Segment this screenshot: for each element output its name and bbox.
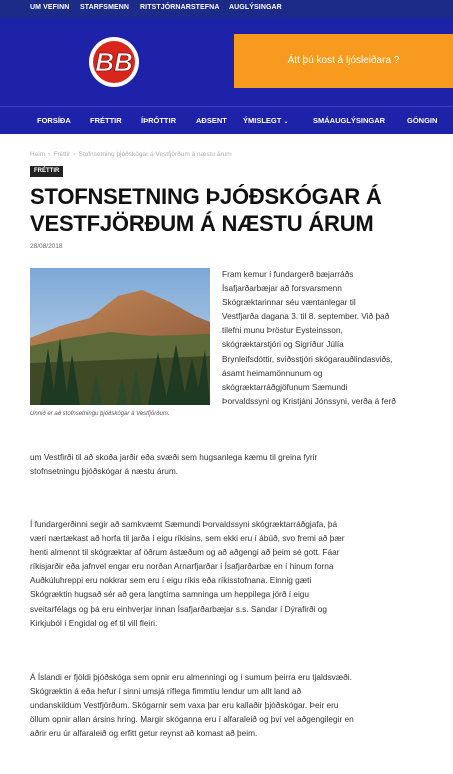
banner-text: Átt þú kost á ljósleiðara ? xyxy=(287,55,400,66)
breadcrumb-current: Stofnsetning þjóðskógar á Vestfjörðum á næstu árum xyxy=(78,151,232,158)
paragraph-line: Brynleifsdóttir, sviðsstjóri skógarauðlindasviðs, xyxy=(222,353,393,364)
breadcrumb-separator-icon: › xyxy=(73,151,76,158)
paragraph-line: ásamt heimamönnunum og xyxy=(222,367,323,378)
category-badge[interactable]: FRÉTTIR xyxy=(30,166,63,177)
article-paragraph-1-continued xyxy=(30,450,450,478)
paragraph-line: Kirkjuból í Engidal og ef til vill fleiri. xyxy=(30,617,158,628)
article-title-line: STOFNSETNING ÞJÓÐSKÓGAR Á xyxy=(30,184,382,209)
nav-item-tunnel[interactable]: GÖNGIN xyxy=(407,116,438,125)
paragraph-line: Skógræktin á eða hefur í sinni umsjá ríflega fimmtíu lendur um allt land að xyxy=(30,686,302,697)
paragraph-line: skógræktarstjóri og Sigríður Júlía xyxy=(222,339,344,350)
paragraph-line: sveitarfélags og þá eru einhverjar innan Ísafjarðarbæjar s.s. Sandar í Dýrafirði og xyxy=(30,603,327,614)
topbar-link-about[interactable]: UM VEFINN xyxy=(30,4,70,11)
paragraph-line: Ísafjarðarbæjar að forsvarsmenn xyxy=(222,283,342,294)
paragraph-line: um Vestfirði til að skoða jarðir eða svæði sem hugsanlega kæmu til greina fyrir xyxy=(30,452,318,462)
article-title-line: VESTFJÖRÐUM Á NÆSTU ÁRUM xyxy=(30,211,374,236)
topbar-link-staff[interactable]: STARFSMENN xyxy=(80,4,130,11)
breadcrumb-section[interactable]: Fréttir xyxy=(53,151,71,158)
nav-item-misc-label: ÝMISLEGT xyxy=(243,116,282,125)
topbar-link-ads[interactable]: AUGLÝSINGAR xyxy=(229,4,282,11)
paragraph-line: tilefni munu Þröstur Eysteinsson, xyxy=(222,325,343,336)
paragraph-line: skógræktarráðgjöfunum Sæmundi xyxy=(222,381,348,392)
site-header xyxy=(0,18,453,106)
nav-item-news[interactable]: FRÉTTIR xyxy=(90,116,122,125)
paragraph-line: henti almennt til skógræktar af öðrum ástæðum og að aðgengi að þeim sé gott. Fáar xyxy=(30,547,340,558)
paragraph-line: Skógræktin hugsað sér að gera langtíma samninga um heppilega jörð í eigu xyxy=(30,589,310,600)
paragraph-line: aðrir eru úr alfaraleið og erfitt getur reynst að komast að þeim. xyxy=(30,728,258,739)
breadcrumb-separator-icon: › xyxy=(48,151,51,158)
paragraph-line: Þorvaldssyni og Kristjáni Jónssyni, verða á ferð xyxy=(222,395,396,406)
paragraph-line: Vestfjarða dagana 3. til 8. september. Við það xyxy=(222,311,390,322)
paragraph-line: öllum opnir allan ársins hring. Margir skóganna eru í alfaraleið og því vel aðgengilegir en xyxy=(30,714,354,725)
paragraph-line: stofnsetningu þjóðskógar á næstu árum. xyxy=(30,466,179,477)
paragraph-line: Fram kemur í fundargerð bæjarráðs xyxy=(222,269,354,279)
bb-logo-icon[interactable] xyxy=(86,35,142,89)
paragraph-line: ríkisjarðir eða jafnvel engar eru norðan Arnarfjarðar í Ísafjarðarbæ en í hinum forna xyxy=(30,561,334,572)
nav-item-sports[interactable]: ÍÞRÓTTIR xyxy=(141,116,176,125)
article-date: 28/08/2018 xyxy=(30,243,63,250)
logo-text: BB xyxy=(95,47,133,77)
article-photo[interactable] xyxy=(30,268,210,405)
paragraph-line: Auðkúluhreppi eru nokkrar sem eru í eigu ríkis eða ríkisstofnana. Einnig gæti xyxy=(30,575,312,586)
main-navigation xyxy=(0,106,453,134)
top-utility-bar xyxy=(0,0,453,18)
breadcrumb-home[interactable]: Heim xyxy=(30,151,46,158)
paragraph-line: Í fundargerðinni segir að samkvæmt Sæmundi Þorvaldssyni skógræktarráðgjafa, þá xyxy=(30,519,338,529)
paragraph-line: Á Íslandi er fjöldi þjóðskóga sem opnir eru almenningi og í sumum þeirra eru tjaldsvæði. xyxy=(30,672,352,682)
paragraph-line: væri nærtækast að horfa til jarða í eigu ríkisins, sem ekki eru í ábúð, svo fremi að þær xyxy=(30,533,345,544)
paragraph-line: undanskildum Vestfjörðum. Skógarnir sem vaxa þar eru kallaðir þjóðskógar. Þeir eru xyxy=(30,700,339,711)
nav-item-classifieds[interactable]: SMÁAUGLÝSINGAR xyxy=(313,116,386,125)
fiber-ad-banner[interactable] xyxy=(234,34,453,88)
article-paragraph-2 xyxy=(30,517,450,630)
article-title xyxy=(30,183,440,237)
nav-item-submitted[interactable]: AÐSENT xyxy=(196,116,227,125)
topbar-link-editorial-policy[interactable]: RITSTJÓRNARSTEFNA xyxy=(140,4,220,11)
breadcrumb xyxy=(30,151,232,158)
article-paragraph-1 xyxy=(222,267,448,408)
article-paragraph-3 xyxy=(30,670,450,740)
photo-caption: Unnið er að stofnsetningu þjóðskógar á Vestfjörðum. xyxy=(30,411,170,417)
chevron-down-icon: ⌄ xyxy=(283,119,289,125)
nav-item-home[interactable]: FORSÍÐA xyxy=(37,116,71,125)
nav-item-misc[interactable] xyxy=(243,116,288,125)
paragraph-line: Skógræktarinnar séu væntanlegar til xyxy=(222,297,356,308)
